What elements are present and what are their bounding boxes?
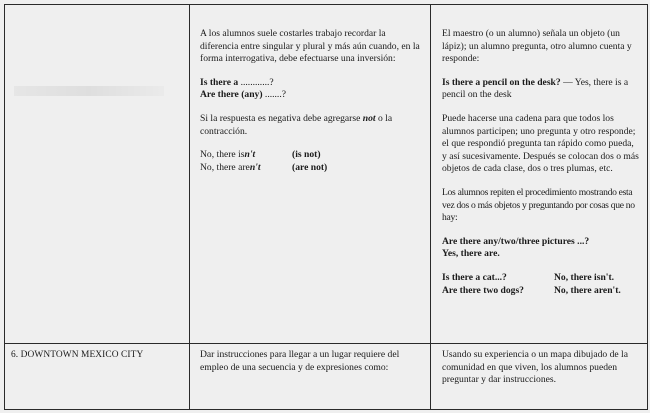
pictures-question: Are there any/two/three pictures ...? (442, 235, 590, 247)
row2-activity-cell: Usando su experiencia o un mapa dibujado de la comunidad en que viven, los alumnos pueden preguntar y dar instrucciones. (442, 349, 628, 386)
negative-example-1: No, there isn't (is not) (200, 149, 321, 161)
row1-grammar-cell (200, 28, 422, 174)
table-left-border (4, 4, 5, 410)
pictures-answer: Yes, there are. (442, 248, 500, 260)
grammar-intro: A los alumnos suele costarles trabajo recordar la diferencia entre singular y plural y más aún cuando, en la forma interrogativa, debe efectuarse una inversión: (200, 28, 420, 65)
table-top-border (4, 4, 648, 5)
table-column-divider-2 (430, 4, 431, 410)
dogs-example: Are there two dogs? No, there aren't. (442, 284, 621, 296)
scan-smudge (14, 86, 164, 96)
activity-intro: El maestro (o un alumno) señala un objeto (un lápiz); un alumno pregunta, otro alumno cuenta y responde: (442, 28, 632, 65)
question-form-2: Are there (any) .......? (200, 89, 286, 101)
chain-instructions: Puede hacerse una cadena para que todos los alumnos participen; uno pregunta y otro responde; el que respondió pregunta tan rápido como pueda, y así sucesivamente. Después se colocan dos o más objetos de cada clase, dos o tres plumas, etc. (442, 112, 639, 175)
row2-grammar-cell: Dar instrucciones para llegar a un lugar requiere del empleo de una secuencia y de expresiones como: (200, 349, 400, 373)
table-column-divider-1 (189, 4, 190, 410)
row1-activity-cell (442, 28, 640, 297)
row2-topic-title: 6. DOWNTOWN MEXICO CITY (11, 350, 144, 360)
repeat-instructions: Los alumnos repiten el procedimiento mostrando esta vez dos o más objetos y preguntando por cosas que no hay: (442, 186, 635, 224)
negative-answer-note: Si la respuesta es negativa debe agregarse not o la contracción. (200, 112, 393, 137)
table-bottom-border (4, 409, 648, 410)
pencil-example: Is there a pencil on the desk? — Yes, there is a pencil on the desk (442, 76, 629, 101)
negative-example-2: No, there aren't (are not) (200, 161, 328, 173)
table-right-border (647, 4, 648, 410)
cat-example: Is there a cat...? No, there isn't. (442, 271, 615, 283)
question-form-1: Is there a ............? (200, 76, 274, 88)
table-row-divider (4, 343, 648, 344)
